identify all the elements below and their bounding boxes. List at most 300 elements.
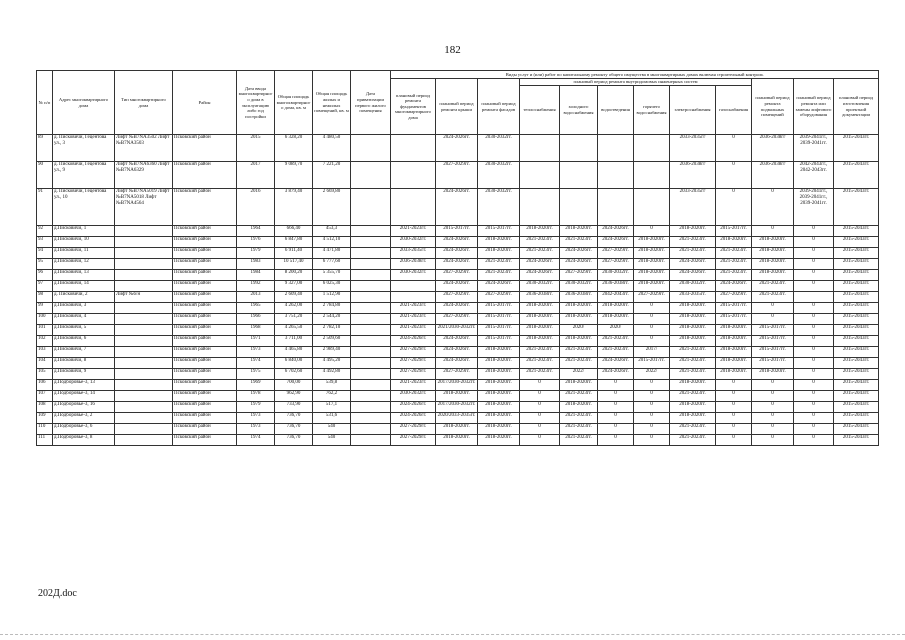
cell-living-area: 2 544,20 xyxy=(313,314,351,325)
cell-basement: 0 xyxy=(752,435,794,446)
cell-total-area: 10 517,40 xyxy=(275,259,313,270)
cell-total-area: 3 751,20 xyxy=(275,314,313,325)
cell-basement: 2021-2023гг. xyxy=(752,292,794,303)
cell-type xyxy=(115,424,173,435)
cell-cold-water: 2018-2020гг. xyxy=(560,226,598,237)
cell-heating: 0 xyxy=(520,380,560,391)
cell-year: 1964 xyxy=(237,226,275,237)
cell-address: д.Писковичи, 14 xyxy=(53,281,115,292)
cell-design: 2015-2043гг. xyxy=(834,402,879,413)
cell-num: 100 xyxy=(37,314,53,325)
cell-type xyxy=(115,358,173,369)
cell-facade: 2018-2020гг. xyxy=(478,358,520,369)
cell-privatization xyxy=(351,270,391,281)
cell-living-area: 540 xyxy=(313,424,351,435)
cell-facade: 2018-2020гг. xyxy=(478,435,520,446)
cell-gas: 2024-2026гг. xyxy=(716,281,752,292)
cell-foundation: 2021-2023гг. xyxy=(391,226,436,237)
cell-privatization xyxy=(351,226,391,237)
cell-hot-water: 0 xyxy=(634,325,670,336)
cell-heating: 2030-2032гг. xyxy=(520,281,560,292)
cell-cold-water: 2018-2020гг. xyxy=(560,380,598,391)
cell-hot-water xyxy=(634,189,670,226)
cell-basement: 0 xyxy=(752,380,794,391)
table-row xyxy=(37,325,879,336)
cell-num: 91 xyxy=(37,189,53,226)
cell-year: 1983 xyxy=(237,259,275,270)
header-total-area: Общая площадь многоквартирного дома, кв. м xyxy=(275,71,313,135)
cell-hot-water: 2018-2020гг. xyxy=(634,248,670,259)
table-row xyxy=(37,347,879,358)
cell-power: 2018-2020гг. xyxy=(670,402,716,413)
cell-basement: 0 xyxy=(752,303,794,314)
cell-type xyxy=(115,248,173,259)
cell-facade: 2018-2020гг. xyxy=(478,248,520,259)
cell-year: 1978 xyxy=(237,391,275,402)
cell-district: Псковский район xyxy=(173,162,237,189)
cell-elevator xyxy=(794,292,834,303)
cell-gas: 0 xyxy=(716,424,752,435)
cell-foundation: 2027-2029гг. xyxy=(391,435,436,446)
cell-heating: 2021-2023гг. xyxy=(520,347,560,358)
cell-privatization xyxy=(351,248,391,259)
cell-power: 2018-2020гг. xyxy=(670,314,716,325)
cell-privatization xyxy=(351,380,391,391)
cell-sewer: 0 xyxy=(598,380,634,391)
header-design: плановый период изготовления проектной документации xyxy=(834,79,879,135)
cell-basement: 0 xyxy=(752,413,794,424)
cell-elevator: 0 xyxy=(794,303,834,314)
cell-facade: 2030-2032гг. xyxy=(478,162,520,189)
cell-hot-water: 2022/ xyxy=(634,369,670,380)
cell-facade: 2030-2032гг. xyxy=(478,189,520,226)
cell-district: Псковский район xyxy=(173,189,237,226)
cell-type xyxy=(115,237,173,248)
cell-heating: 0 xyxy=(520,391,560,402)
cell-address: д. Писковичи, Гецентова ул., 9 xyxy=(53,162,115,189)
cell-num: 93 xyxy=(37,237,53,248)
cell-type: Лифт №В7NA6360 Лифт №В7NA6329 xyxy=(115,162,173,189)
cell-power: 2033-2035гг xyxy=(670,135,716,162)
table-row xyxy=(37,402,879,413)
cell-roof: 2018-2020гг. xyxy=(436,391,478,402)
cell-total-area: 3 711,00 xyxy=(275,336,313,347)
cell-sewer: 2027-2029гг. xyxy=(598,259,634,270)
cell-address: д.Писковичи, 10 xyxy=(53,237,115,248)
cell-type xyxy=(115,259,173,270)
cell-elevator: 0 xyxy=(794,336,834,347)
cell-power: 2024-2026гг. xyxy=(670,259,716,270)
cell-total-area: 3 879,40 xyxy=(275,189,313,226)
cell-gas: 2018-2020гг. xyxy=(716,325,752,336)
cell-year: 1973 xyxy=(237,347,275,358)
cell-cold-water: 2021-2023гг. xyxy=(560,424,598,435)
cell-heating: 2021-2023гг. xyxy=(520,237,560,248)
cell-privatization xyxy=(351,281,391,292)
cell-cold-water: 2018-2020гг. xyxy=(560,336,598,347)
cell-design: 2015-2043гг. xyxy=(834,226,879,237)
cell-year: 2016 xyxy=(237,189,275,226)
cell-num: 102 xyxy=(37,336,53,347)
cell-facade: 2018-2020гг. xyxy=(478,347,520,358)
table-row xyxy=(37,226,879,237)
cell-district: Псковский район xyxy=(173,402,237,413)
cell-roof: 2017/2030-2032гг. xyxy=(436,402,478,413)
cell-total-area: 4 465,80 xyxy=(275,347,313,358)
cell-district: Псковский район xyxy=(173,270,237,281)
cell-type xyxy=(115,336,173,347)
header-engineering: плановый период ремонта внутридомовых инженерных систем xyxy=(520,79,752,86)
cell-year: 1979 xyxy=(237,402,275,413)
cell-gas: 0 xyxy=(716,162,752,189)
cell-roof: 2024-2026гг. xyxy=(436,336,478,347)
cell-heating: 2021-2023гг. xyxy=(520,358,560,369)
header-roof: плановый период ремонта крыши xyxy=(436,79,478,135)
cell-sewer: 0 xyxy=(598,413,634,424)
cell-foundation: 2030-2032гг. xyxy=(391,237,436,248)
cell-hot-water: 2015-2017гг. xyxy=(634,358,670,369)
cell-roof: 2021/2030-2032гг. xyxy=(436,325,478,336)
cell-power: 2018-2020гг. xyxy=(670,325,716,336)
cell-privatization xyxy=(351,347,391,358)
cell-privatization xyxy=(351,189,391,226)
cell-total-area: 4 262,00 xyxy=(275,303,313,314)
cell-power: 2033-2035гг xyxy=(670,189,716,226)
cell-address: д.Писковичи, 12 xyxy=(53,259,115,270)
cell-roof: 2027-2029гг. xyxy=(436,162,478,189)
cell-roof: 2027-2029гг. xyxy=(436,369,478,380)
cell-power: 2021-2023гг. xyxy=(670,347,716,358)
cell-gas: 0 xyxy=(716,189,752,226)
header-works-group: Виды услуг и (или) работ по капитальному ремонту общего имущества в многоквартирных домах включая строительный контроль xyxy=(391,71,879,79)
cell-design: 2015-2043гг. xyxy=(834,369,879,380)
cell-cold-water xyxy=(560,162,598,189)
cell-num: 99 xyxy=(37,303,53,314)
cell-living-area: 2 784,80 xyxy=(313,303,351,314)
cell-basement: 2021-2023гг. xyxy=(752,281,794,292)
cell-elevator: 0 xyxy=(794,226,834,237)
cell-basement: 2015-2017гг. xyxy=(752,358,794,369)
cell-heating: 2036-2038гг. xyxy=(520,292,560,303)
cell-total-area: 6 840,00 xyxy=(275,358,313,369)
cell-cold-water: 2018-2020гг. xyxy=(560,402,598,413)
cell-power: 2033-2035гг. xyxy=(670,292,716,303)
cell-roof: 2018-2020гг. xyxy=(436,424,478,435)
cell-power: 2018-2020гг. xyxy=(670,336,716,347)
cell-design: 2015-2043гг. xyxy=(834,281,879,292)
table-row xyxy=(37,248,879,259)
cell-roof: 2027-2029гг. xyxy=(436,292,478,303)
cell-elevator: 0 xyxy=(794,413,834,424)
cell-sewer: 2021-2023гг. xyxy=(598,347,634,358)
cell-gas: 2018-2020гг. xyxy=(716,347,752,358)
cell-hot-water: 0 xyxy=(634,314,670,325)
file-name-footer: 202Д.doc xyxy=(38,588,77,599)
cell-cold-water: 2018-2020гг. xyxy=(560,314,598,325)
cell-design: 2015-2043гг. xyxy=(834,424,879,435)
cell-power: 2021-2023гг. xyxy=(670,435,716,446)
cell-facade: 2018-2020гг. xyxy=(478,424,520,435)
cell-roof: 2024-2026гг. xyxy=(436,237,478,248)
cell-design: 2015-2043гг. xyxy=(834,435,879,446)
cell-privatization xyxy=(351,413,391,424)
cell-roof: 2024-2026гг. xyxy=(436,347,478,358)
cell-basement: 2015-2017гг. xyxy=(752,347,794,358)
cell-num: 101 xyxy=(37,325,53,336)
cell-elevator: 0 xyxy=(794,358,834,369)
cell-design: 2015-2043гг. xyxy=(834,248,879,259)
cell-type: Лифт №В7NA3502 Лифт №В7NA3503 xyxy=(115,135,173,162)
cell-privatization xyxy=(351,358,391,369)
cell-heating: 2018-2020гг. xyxy=(520,303,560,314)
cell-district: Псковский район xyxy=(173,281,237,292)
cell-roof: 2018-2020гг. xyxy=(436,435,478,446)
cell-basement: 2018-2020гг. xyxy=(752,270,794,281)
cell-hot-water: 0 xyxy=(634,402,670,413)
cell-cold-water: 2024-2026гг. xyxy=(560,259,598,270)
cell-hot-water: 2018-2020гг. xyxy=(634,281,670,292)
register-table xyxy=(36,70,879,446)
cell-cold-water: 2021-2023гг. xyxy=(560,391,598,402)
cell-foundation: 2021-2023гг. xyxy=(391,303,436,314)
cell-sewer: 0 xyxy=(598,391,634,402)
cell-living-area: 5 355,70 xyxy=(313,270,351,281)
cell-roof: 2024-2026гг. xyxy=(436,135,478,162)
cell-heating: 2018-2020гг. xyxy=(520,226,560,237)
cell-privatization xyxy=(351,135,391,162)
cell-roof: 2015-2017гг. xyxy=(436,226,478,237)
cell-total-area: 6 911,40 xyxy=(275,248,313,259)
cell-design: 2015-2043гг. xyxy=(834,358,879,369)
cell-power: 2030-2032гг. xyxy=(670,281,716,292)
cell-gas: 2018-2020гг. xyxy=(716,358,752,369)
cell-privatization xyxy=(351,162,391,189)
cell-sewer: 2042-2043гг. xyxy=(598,292,634,303)
cell-cold-water: 2021-2023гг. xyxy=(560,237,598,248)
cell-roof: 2024-2026гг. xyxy=(436,303,478,314)
cell-cold-water: 2021-2023гг. xyxy=(560,435,598,446)
cell-elevator: 0 xyxy=(794,391,834,402)
cell-hot-water xyxy=(634,162,670,189)
cell-privatization xyxy=(351,325,391,336)
cell-facade: 2015-2017гг. xyxy=(478,226,520,237)
cell-type xyxy=(115,380,173,391)
table-row xyxy=(37,303,879,314)
cell-facade: 2021-2023гг. xyxy=(478,270,520,281)
cell-living-area: 2 989,40 xyxy=(313,347,351,358)
cell-heating: 0 xyxy=(520,402,560,413)
table-row xyxy=(37,435,879,446)
cell-basement: 2036-2038гг xyxy=(752,162,794,189)
cell-address: д.Подборовье-3, 6 xyxy=(53,424,115,435)
cell-basement: 0 xyxy=(752,424,794,435)
cell-roof: 2024-2026гг. xyxy=(436,358,478,369)
table-row xyxy=(37,292,879,303)
cell-foundation xyxy=(391,292,436,303)
cell-gas: 0 xyxy=(716,135,752,162)
cell-num: 105 xyxy=(37,369,53,380)
cell-address: д.Писковичи, 11 xyxy=(53,248,115,259)
cell-living-area: 6 025,30 xyxy=(313,281,351,292)
header-heating: теплоснабжения xyxy=(520,86,560,135)
cell-facade: 2024-2026гг. xyxy=(478,281,520,292)
cell-hot-water: 0 xyxy=(634,391,670,402)
cell-address: д.Писковичи, 5 xyxy=(53,325,115,336)
cell-hot-water: 0 xyxy=(634,303,670,314)
cell-power: 2018-2020гг. xyxy=(670,303,716,314)
page-edge-divider xyxy=(0,634,905,635)
cell-address: д. Писковичи, 2 xyxy=(53,292,115,303)
cell-gas: 2018-2020гг. xyxy=(716,369,752,380)
cell-district: Псковский район xyxy=(173,435,237,446)
cell-basement: 0 xyxy=(752,314,794,325)
cell-type xyxy=(115,369,173,380)
cell-district: Псковский район xyxy=(173,380,237,391)
cell-foundation xyxy=(391,281,436,292)
cell-foundation: 2027-2029гг. xyxy=(391,358,436,369)
cell-design: 2015-2043гг. xyxy=(834,135,879,162)
cell-district: Псковский район xyxy=(173,424,237,435)
cell-basement: 2015-2017гг. xyxy=(752,336,794,347)
cell-cold-water: 2030-2032гг. xyxy=(560,281,598,292)
header-address: Адрес многоквартирного дома xyxy=(53,71,115,135)
cell-privatization xyxy=(351,435,391,446)
cell-gas: 0 xyxy=(716,435,752,446)
cell-living-area: 2 669,80 xyxy=(313,189,351,226)
cell-total-area: 736,70 xyxy=(275,435,313,446)
cell-living-area: 6 777,60 xyxy=(313,259,351,270)
cell-year: 1969 xyxy=(237,380,275,391)
cell-total-area: 666,40 xyxy=(275,226,313,237)
table-row xyxy=(37,336,879,347)
cell-roof: 2024-2026гг. xyxy=(436,281,478,292)
cell-district: Псковский район xyxy=(173,248,237,259)
cell-sewer xyxy=(598,162,634,189)
cell-living-area: 539,8 xyxy=(313,380,351,391)
cell-total-area: 6 328,20 xyxy=(275,135,313,162)
header-sewer: водоотведения xyxy=(598,86,634,135)
header-district: Район xyxy=(173,71,237,135)
cell-sewer: 0 xyxy=(598,435,634,446)
cell-elevator: 0 xyxy=(794,402,834,413)
cell-sewer: 2018-2020гг. xyxy=(598,303,634,314)
cell-heating: 0 xyxy=(520,413,560,424)
cell-year: 2013 xyxy=(237,292,275,303)
cell-facade: 2018-2020гг. xyxy=(478,380,520,391)
cell-facade: 2030-2032гг. xyxy=(478,135,520,162)
cell-power: 2021-2023гг. xyxy=(670,358,716,369)
cell-heating: 2018-2020гг. xyxy=(520,314,560,325)
cell-num: 90 xyxy=(37,162,53,189)
cell-design: 2015-2043гг. xyxy=(834,391,879,402)
cell-address: д.Подборовье-3, 2 xyxy=(53,413,115,424)
cell-foundation: 2024-2026гг. xyxy=(391,336,436,347)
cell-year: 1974 xyxy=(237,358,275,369)
header-num: № п/п xyxy=(37,71,53,135)
cell-num: 95 xyxy=(37,259,53,270)
header-privatization: Дата приватизации первого жилого помещения xyxy=(351,71,391,135)
cell-basement: 0 xyxy=(752,189,794,226)
header-living-area: Общая площадь жилых и нежилых помещений, кв. м xyxy=(313,71,351,135)
cell-design: 2015-2043гг. xyxy=(834,292,879,303)
cell-design: 2015-2043гг. xyxy=(834,347,879,358)
cell-address: д.Подборовье-3, 14 xyxy=(53,391,115,402)
cell-type xyxy=(115,347,173,358)
cell-type xyxy=(115,270,173,281)
cell-living-area: 2 782,10 xyxy=(313,325,351,336)
cell-cold-water xyxy=(560,135,598,162)
cell-facade: 2015-2017гг. xyxy=(478,303,520,314)
cell-basement: 2018-2020гг. xyxy=(752,248,794,259)
cell-facade: 2015-2017гг. xyxy=(478,336,520,347)
header-basement: плановый период ремонта подвальных помещений xyxy=(752,79,794,135)
cell-facade: 2018-2020гг. xyxy=(478,237,520,248)
cell-roof: 2027-2029гг. xyxy=(436,314,478,325)
cell-hot-water: 0 xyxy=(634,226,670,237)
cell-cold-water: 2024-2026гг. xyxy=(560,248,598,259)
cell-basement: 2018-2020гг. xyxy=(752,237,794,248)
cell-type xyxy=(115,281,173,292)
cell-year: 1975 xyxy=(237,369,275,380)
cell-elevator: 0 xyxy=(794,380,834,391)
cell-cold-water: 2021-2023гг. xyxy=(560,358,598,369)
cell-num: 108 xyxy=(37,402,53,413)
table-row xyxy=(37,237,879,248)
header-gas: газоснабжения xyxy=(716,86,752,135)
cell-heating xyxy=(520,135,560,162)
cell-total-area: 736,70 xyxy=(275,424,313,435)
cell-facade: 2018-2020гг. xyxy=(478,391,520,402)
table-row xyxy=(37,380,879,391)
cell-elevator: 0 xyxy=(794,237,834,248)
cell-cold-water: 2021-2023гг. xyxy=(560,413,598,424)
cell-num: 110 xyxy=(37,424,53,435)
cell-foundation: 2021-2023гг. xyxy=(391,325,436,336)
cell-gas: 0 xyxy=(716,391,752,402)
cell-roof: 2020/2033-2035гг. xyxy=(436,413,478,424)
table-row xyxy=(37,314,879,325)
cell-year: 1971 xyxy=(237,336,275,347)
cell-living-area: 4 492,80 xyxy=(313,369,351,380)
cell-gas: 2021-2023гг. xyxy=(716,259,752,270)
cell-basement: 2018-2020гг. xyxy=(752,259,794,270)
cell-heating: 2021-2023гг. xyxy=(520,248,560,259)
table-row xyxy=(37,369,879,380)
cell-hot-water: 0 xyxy=(634,435,670,446)
cell-cold-water: 2018-2020гг. xyxy=(560,303,598,314)
cell-address: д.Писковичи, 4 xyxy=(53,314,115,325)
cell-basement: 0 xyxy=(752,226,794,237)
cell-living-area: 453,3 xyxy=(313,226,351,237)
cell-foundation xyxy=(391,189,436,226)
cell-year: 1979 xyxy=(237,248,275,259)
cell-privatization xyxy=(351,303,391,314)
cell-power: 2021-2023гг. xyxy=(670,391,716,402)
cell-district: Псковский район xyxy=(173,391,237,402)
cell-type xyxy=(115,303,173,314)
header-type: Тип многоквартирного дома xyxy=(115,71,173,135)
cell-type: Лифт №б/н xyxy=(115,292,173,303)
cell-district: Псковский район xyxy=(173,325,237,336)
cell-heating xyxy=(520,162,560,189)
cell-num: 111 xyxy=(37,435,53,446)
cell-basement: 0 xyxy=(752,402,794,413)
cell-living-area: 7 221,20 xyxy=(313,162,351,189)
cell-design: 2015-2043гг. xyxy=(834,303,879,314)
cell-cold-water: 2021-2023гг. xyxy=(560,347,598,358)
cell-total-area: 6 702,60 xyxy=(275,369,313,380)
cell-sewer xyxy=(598,189,634,226)
